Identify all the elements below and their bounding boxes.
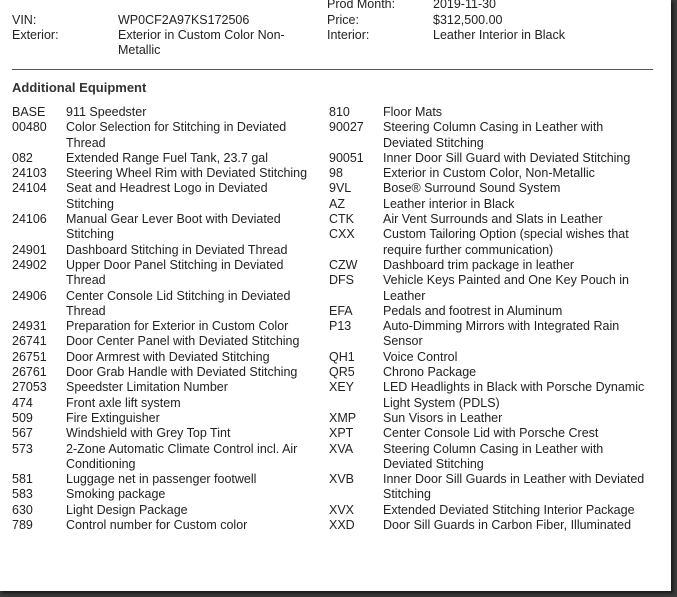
equipment-description: Color Selection for Stitching in Deviated Thread: [66, 120, 287, 150]
equipment-code: QH1: [329, 349, 355, 364]
equipment-item: [12, 426, 317, 441]
equipment-code: 810: [329, 105, 350, 119]
equipment-description: Control number for Custom color: [66, 518, 248, 533]
equipment-description: Extended Range Fuel Tank, 23.7 gal: [66, 150, 268, 165]
equipment-item: [12, 105, 317, 120]
prod-month-label: Prod Month:: [327, 0, 396, 11]
equipment-description: Custom Tailoring Option (special wishes that require further communication): [383, 227, 629, 257]
equipment-code: 474: [12, 395, 33, 410]
equipment-code: 27053: [12, 380, 47, 395]
equipment-description: Extended Deviated Stitching Interior Package: [383, 502, 635, 517]
equipment-description: Steering Column Casing in Leather with Deviated Stitching: [383, 120, 604, 150]
equipment-description: Luggage net in passenger footwell: [66, 472, 257, 487]
equipment-description: Floor Mats: [383, 105, 443, 119]
equipment-description: Door Center Panel with Deviated Stitching: [66, 334, 300, 349]
interior-label: Interior:: [327, 28, 370, 42]
exterior-value: Exterior in Custom Color Non-Metallic: [118, 28, 285, 57]
equipment-code: 581: [12, 472, 33, 487]
equipment-item: [329, 503, 649, 518]
equipment-description: Auto-Dimming Mirrors with Integrated Rain Sensor: [383, 319, 620, 349]
equipment-description: Center Console Lid with Porsche Crest: [383, 426, 599, 441]
equipment-item: [329, 472, 649, 503]
equipment-code: 26741: [12, 334, 47, 349]
equipment-item: [329, 304, 649, 319]
equipment-code: XVX: [329, 502, 355, 517]
equipment-item: [329, 380, 649, 411]
equipment-description: Manual Gear Lever Boot with Deviated Stitching: [66, 212, 281, 242]
equipment-code: 90051: [329, 150, 364, 165]
equipment-item: [12, 181, 317, 212]
equipment-item: [12, 258, 317, 289]
equipment-code: QR5: [329, 365, 355, 380]
equipment-code: 90027: [329, 120, 364, 135]
equipment-item: [329, 426, 649, 441]
equipment-item: [329, 365, 649, 380]
equipment-description: Windshield with Grey Top Tint: [66, 426, 231, 441]
equipment-item: [329, 273, 649, 304]
equipment-description: Door Sill Guards in Carbon Fiber, Illuminated: [383, 518, 632, 533]
equipment-code: 509: [12, 410, 33, 425]
equipment-item: [329, 518, 649, 533]
equipment-code: XXD: [329, 518, 355, 533]
section-title: Additional Equipment: [12, 80, 147, 95]
equipment-item: [12, 166, 317, 181]
equipment-description: LED Headlights in Black with Porsche Dynamic Light System (PDLS): [383, 380, 645, 410]
price-value: $312,500.00: [433, 13, 503, 27]
equipment-description: Preparation for Exterior in Custom Color: [66, 319, 289, 334]
equipment-item: [12, 151, 317, 166]
interior-value: Leather Interior in Black: [433, 28, 566, 42]
equipment-code: XVA: [329, 441, 354, 456]
equipment-description: 2-Zone Automatic Climate Control incl. Air Conditioning: [66, 441, 298, 471]
equipment-code: 24106: [12, 212, 47, 227]
equipment-item: [12, 334, 317, 349]
equipment-item: [329, 212, 649, 227]
equipment-item: [12, 243, 317, 258]
equipment-code: XVB: [329, 472, 355, 487]
equipment-description: Fire Extinguisher: [66, 410, 160, 425]
equipment-description: Upper Door Panel Stitching in Deviated Thread: [66, 257, 284, 288]
equipment-item: [329, 181, 649, 196]
equipment-item: [329, 197, 649, 212]
equipment-code: 26751: [12, 349, 47, 364]
equipment-description: Leather interior in Black: [383, 196, 515, 211]
prod-month-value: 2019-11-30: [433, 0, 497, 11]
equipment-description: Dashboard trim package in leather: [383, 257, 575, 272]
equipment-code: 567: [12, 426, 33, 441]
equipment-code: 26761: [12, 365, 47, 380]
equipment-code: 24931: [12, 319, 47, 334]
equipment-item: [329, 319, 649, 350]
equipment-code: 24103: [12, 166, 47, 181]
divider: [12, 69, 653, 70]
equipment-description: Light Design Package: [66, 502, 188, 517]
equipment-description: Dashboard Stitching in Deviated Thread: [66, 242, 288, 257]
equipment-code: 24902: [12, 257, 47, 272]
equipment-code: 082: [12, 150, 33, 165]
equipment-item: [12, 212, 317, 243]
equipment-code: 00480: [12, 120, 47, 135]
equipment-item: [329, 350, 649, 365]
equipment-code: 98: [329, 166, 343, 181]
equipment-description: Steering Wheel Rim with Deviated Stitching: [66, 166, 308, 181]
equipment-item: [12, 503, 317, 518]
equipment-item: [12, 487, 317, 502]
equipment-item: [12, 396, 317, 411]
equipment-item: [12, 380, 317, 395]
equipment-code: 630: [12, 502, 33, 517]
equipment-item: [329, 411, 649, 426]
exterior-label: Exterior:: [12, 28, 59, 42]
equipment-item: [12, 289, 317, 320]
equipment-item: [329, 227, 649, 258]
equipment-code: EFA: [329, 303, 353, 318]
equipment-code: CTK: [329, 212, 354, 227]
equipment-code: 789: [12, 518, 33, 533]
equipment-description: Voice Control: [383, 349, 458, 364]
equipment-code: 24901: [12, 242, 47, 257]
equipment-item: [329, 151, 649, 166]
equipment-code: AZ: [329, 196, 345, 211]
equipment-code: DFS: [329, 273, 354, 288]
equipment-description: Steering Column Casing in Leather with Deviated Stitching: [383, 441, 604, 471]
equipment-item: [329, 166, 649, 181]
equipment-code: CXX: [329, 227, 355, 242]
equipment-description: Sun Visors in Leather: [383, 410, 503, 425]
equipment-item: [12, 120, 317, 151]
equipment-description: Chrono Package: [383, 365, 477, 380]
equipment-code: CZW: [329, 257, 358, 272]
equipment-item: [12, 472, 317, 487]
equipment-description: Air Vent Surrounds and Slats in Leather: [383, 212, 603, 227]
equipment-code: 24104: [12, 181, 47, 196]
equipment-description: 911 Speedster: [66, 105, 147, 119]
equipment-list-right: [329, 105, 649, 533]
equipment-code: BASE: [12, 105, 46, 119]
equipment-description: Door Armrest with Deviated Stitching: [66, 349, 270, 364]
equipment-description: Seat and Headrest Logo in Deviated Stitching: [66, 181, 268, 211]
price-label: Price:: [327, 13, 359, 27]
equipment-item: [329, 258, 649, 273]
equipment-description: Speedster Limitation Number: [66, 380, 228, 395]
equipment-description: Vehicle Keys Painted and One Key Pouch in Leather: [383, 273, 629, 303]
equipment-item: [12, 319, 317, 334]
equipment-description: Bose® Surround Sound System: [383, 181, 561, 196]
equipment-code: XPT: [329, 426, 354, 441]
equipment-description: Inner Door Sill Guard with Deviated Stitching: [383, 150, 631, 165]
equipment-description: Exterior in Custom Color, Non-Metallic: [383, 166, 595, 181]
equipment-code: 583: [12, 487, 33, 502]
equipment-item: [12, 442, 317, 473]
equipment-item: [12, 411, 317, 426]
equipment-description: Pedals and footrest in Aluminum: [383, 303, 563, 318]
equipment-item: [329, 120, 649, 151]
equipment-description: Inner Door Sill Guards in Leather with Deviated Stitching: [383, 472, 645, 502]
equipment-list-left: [12, 105, 317, 533]
equipment-item: [12, 518, 317, 533]
equipment-item: [329, 105, 649, 120]
equipment-description: Door Grab Handle with Deviated Stitching: [66, 365, 298, 380]
equipment-item: [329, 442, 649, 473]
equipment-item: [12, 365, 317, 380]
equipment-code: 573: [12, 441, 33, 456]
equipment-description: Smoking package: [66, 487, 166, 502]
vin-value: WP0CF2A97KS172506: [118, 13, 250, 27]
equipment-code: 9VL: [329, 181, 352, 196]
vin-label: VIN:: [12, 13, 37, 27]
equipment-item: [12, 350, 317, 365]
equipment-code: XEY: [329, 380, 355, 395]
equipment-code: XMP: [329, 410, 357, 425]
equipment-description: Center Console Lid Stitching in Deviated Thread: [66, 288, 291, 318]
equipment-code: P13: [329, 319, 352, 334]
equipment-description: Front axle lift system: [66, 395, 181, 410]
equipment-code: 24906: [12, 288, 47, 303]
